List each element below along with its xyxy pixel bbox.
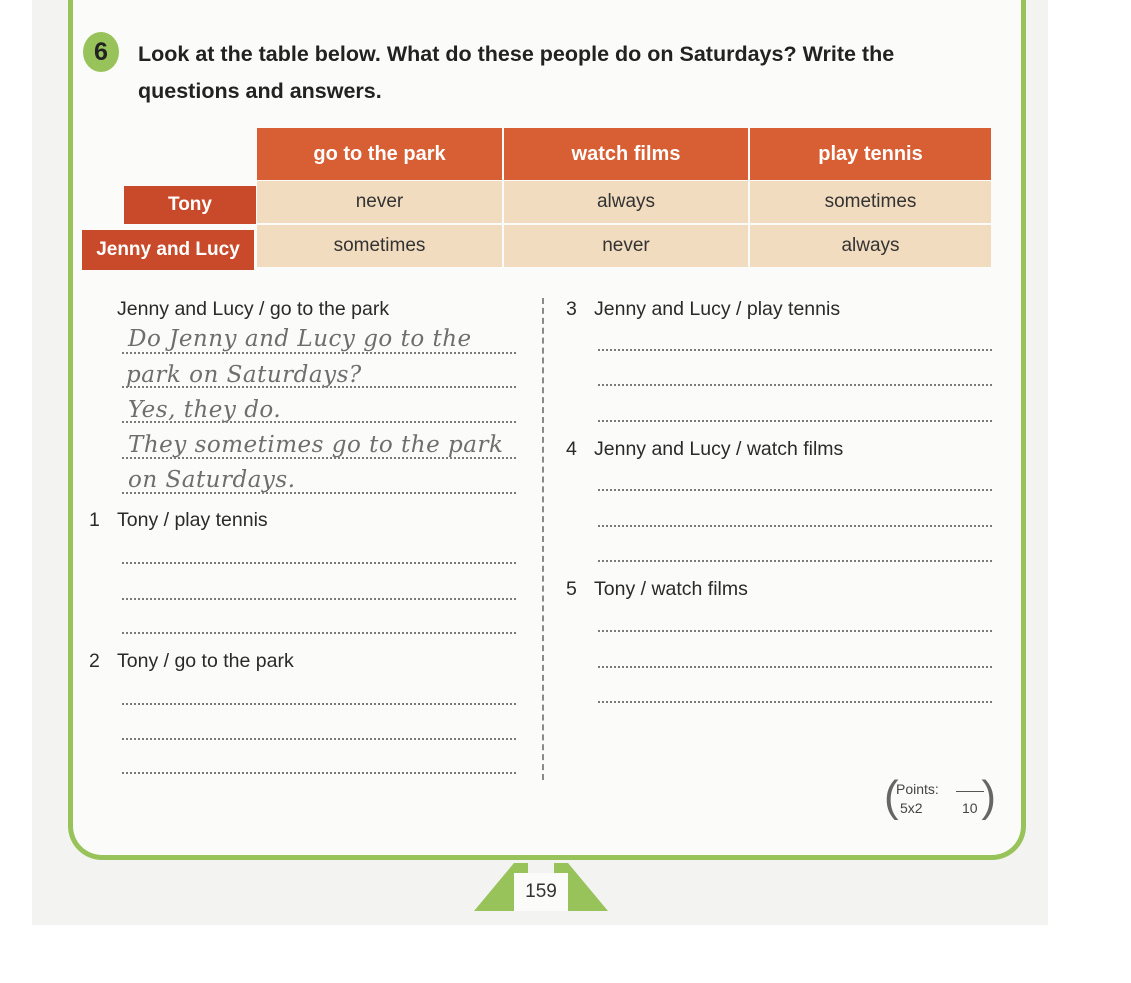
example-answer-line: park on Saturdays? xyxy=(126,362,362,388)
answer-line[interactable] xyxy=(598,384,992,386)
answer-line[interactable] xyxy=(598,630,992,632)
example-prompt: Jenny and Lucy / go to the park xyxy=(117,298,390,320)
row-label-tony: Tony xyxy=(124,186,256,224)
column-header-watch-films: watch films xyxy=(504,128,748,180)
answer-line[interactable] xyxy=(122,598,516,600)
answer-line[interactable] xyxy=(598,560,992,562)
exercise-number-badge: 6 xyxy=(83,32,119,72)
page-tab-left xyxy=(474,863,514,911)
right-bracket: ) xyxy=(981,772,996,821)
example-answer-line: They sometimes go to the park xyxy=(128,432,504,458)
answer-line[interactable] xyxy=(122,738,516,740)
left-bracket: ( xyxy=(884,772,899,821)
page-number: 159 xyxy=(514,873,568,911)
question-4-prompt: 4 Jenny and Lucy / watch films xyxy=(566,438,844,460)
table-cell: sometimes xyxy=(257,225,502,267)
example-answer-line: Do Jenny and Lucy go to the xyxy=(128,326,472,352)
column-divider xyxy=(542,298,544,780)
answer-line[interactable] xyxy=(598,349,992,351)
example-answer-line: on Saturdays. xyxy=(128,467,296,493)
question-3-prompt: 3 Jenny and Lucy / play tennis xyxy=(566,298,841,320)
answer-line[interactable] xyxy=(598,489,992,491)
answer-line xyxy=(122,492,516,494)
answer-line xyxy=(122,457,516,459)
table-cell: sometimes xyxy=(750,181,991,223)
page-tab-right xyxy=(568,863,608,911)
answer-line[interactable] xyxy=(122,772,516,774)
answer-line[interactable] xyxy=(598,666,992,668)
points-label: Points: xyxy=(896,781,939,797)
points-multiplier: 5x2 xyxy=(900,800,923,816)
column-header-play-tennis: play tennis xyxy=(750,128,991,180)
score-line xyxy=(956,791,984,792)
points-box xyxy=(884,772,996,824)
example-answer-line: Yes, they do. xyxy=(128,397,282,423)
row-label-jenny-and-lucy: Jenny and Lucy xyxy=(82,230,254,270)
question-5-prompt: 5 Tony / watch films xyxy=(566,578,748,600)
answer-line[interactable] xyxy=(122,632,516,634)
table-cell: always xyxy=(504,181,748,223)
answer-line xyxy=(122,421,516,423)
answer-line[interactable] xyxy=(122,562,516,564)
answer-line[interactable] xyxy=(598,525,992,527)
exercise-instruction: Look at the table below. What do these people do on Saturdays? Write the questions and answers. xyxy=(138,42,895,103)
question-1-prompt: 1 Tony / play tennis xyxy=(89,509,268,531)
column-header-go-to-the-park: go to the park xyxy=(257,128,502,180)
answer-line[interactable] xyxy=(598,420,992,422)
question-2-prompt: 2 Tony / go to the park xyxy=(89,650,294,672)
table-cell: always xyxy=(750,225,991,267)
answer-line xyxy=(122,386,516,388)
answer-line[interactable] xyxy=(122,703,516,705)
table-cell: never xyxy=(257,181,502,223)
points-max: 10 xyxy=(962,800,978,816)
table-cell: never xyxy=(504,225,748,267)
answer-line[interactable] xyxy=(598,701,992,703)
answer-line xyxy=(122,352,516,354)
